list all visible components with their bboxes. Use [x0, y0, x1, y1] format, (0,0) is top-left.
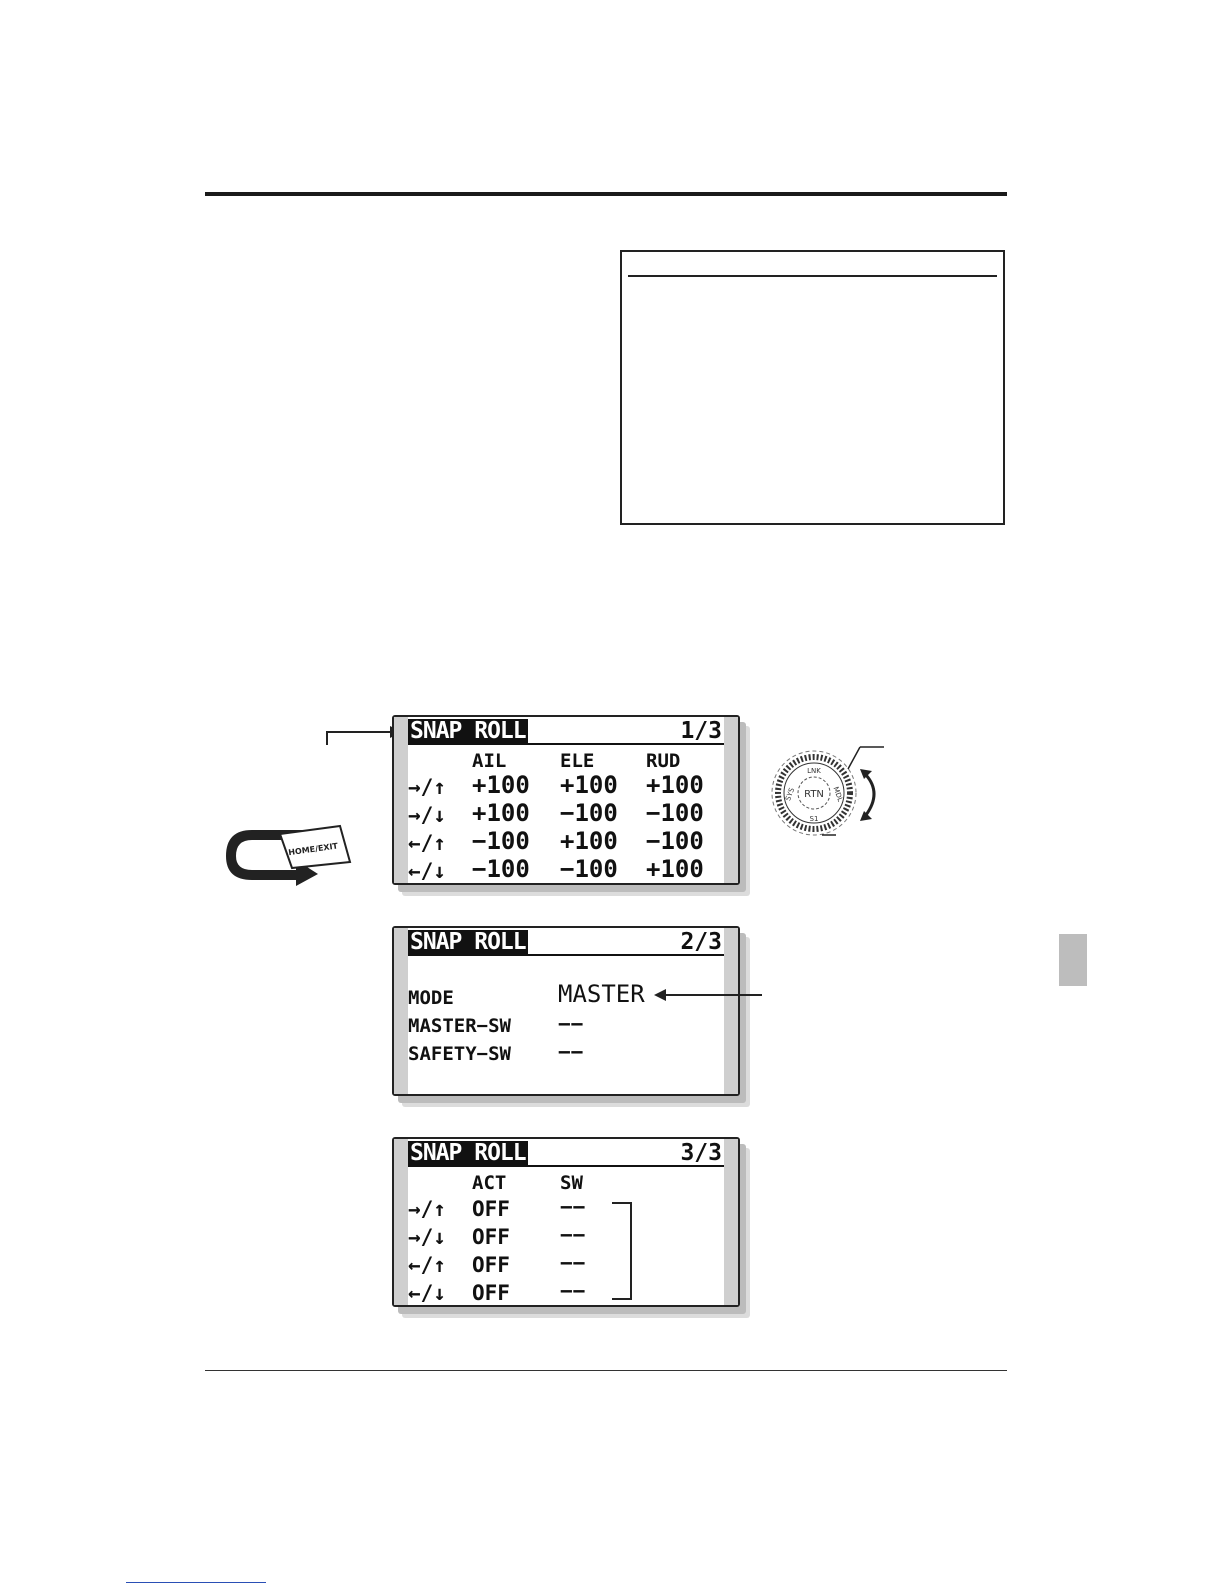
sw-value[interactable]: −−	[560, 1251, 586, 1275]
home-exit-icon[interactable]	[222, 822, 354, 890]
home-exit-label: HOME/EXIT	[287, 841, 339, 858]
sw-value[interactable]: −−	[560, 1279, 586, 1303]
row-direction: ←/↑	[408, 1253, 446, 1277]
dial-top-label: LNK	[807, 767, 821, 775]
page-indicator[interactable]: 1/3	[680, 718, 722, 744]
rate-value[interactable]: −100	[646, 799, 704, 827]
callout-line	[664, 994, 762, 996]
footer-link-underline	[126, 1582, 266, 1583]
row-direction: ←/↑	[408, 831, 446, 855]
col-header-act: ACT	[472, 1172, 507, 1194]
col-header-rud: RUD	[646, 750, 681, 772]
page-indicator[interactable]: 2/3	[680, 929, 722, 955]
master-sw-value[interactable]: −−	[558, 1012, 584, 1036]
col-header-ele: ELE	[560, 750, 595, 772]
col-header-sw: SW	[560, 1172, 583, 1194]
info-box	[620, 250, 1005, 525]
rate-value[interactable]: −100	[646, 827, 704, 855]
row-direction: →/↑	[408, 775, 446, 799]
dial-icon[interactable]	[766, 745, 902, 845]
bottom-rule	[205, 1370, 1007, 1371]
safety-sw-label: SAFETY−SW	[408, 1043, 511, 1065]
rate-value[interactable]: +100	[560, 771, 618, 799]
screen-title: SNAP ROLL	[410, 1140, 526, 1166]
act-value[interactable]: OFF	[472, 1281, 510, 1305]
rate-value[interactable]: +100	[472, 799, 530, 827]
screen-title: SNAP ROLL	[410, 929, 526, 955]
act-value[interactable]: OFF	[472, 1253, 510, 1277]
callout-line	[326, 731, 392, 733]
mode-label: MODE	[408, 987, 454, 1009]
bracket	[612, 1202, 632, 1300]
page-indicator[interactable]: 3/3	[680, 1140, 722, 1166]
rate-value[interactable]: +100	[646, 771, 704, 799]
callout-line	[326, 731, 328, 745]
row-direction: →/↓	[408, 1225, 446, 1249]
row-direction: ←/↓	[408, 1281, 446, 1305]
lcd-screen-1	[392, 715, 740, 885]
rate-value[interactable]: +100	[560, 827, 618, 855]
section-tab	[1059, 934, 1087, 986]
dial-left-label: SYS	[784, 786, 797, 802]
master-sw-label: MASTER−SW	[408, 1015, 511, 1037]
dial-bottom-label: S1	[809, 815, 819, 823]
dial-center-label: RTN	[804, 789, 824, 800]
act-value[interactable]: OFF	[472, 1197, 510, 1221]
top-rule	[205, 192, 1007, 196]
rate-value[interactable]: −100	[472, 855, 530, 883]
screen-title: SNAP ROLL	[410, 718, 526, 744]
rate-value[interactable]: −100	[560, 855, 618, 883]
rate-value[interactable]: −100	[560, 799, 618, 827]
info-box-rule	[628, 275, 997, 277]
rate-value[interactable]: −100	[472, 827, 530, 855]
col-header-ail: AIL	[472, 750, 507, 772]
dial-right-label: MDL	[831, 785, 845, 803]
mode-value[interactable]: MASTER	[558, 980, 645, 1008]
act-value[interactable]: OFF	[472, 1225, 510, 1249]
row-direction: ←/↓	[408, 859, 446, 883]
lcd-screen-3	[392, 1137, 740, 1307]
sw-value[interactable]: −−	[560, 1223, 586, 1247]
rate-value[interactable]: +100	[646, 855, 704, 883]
row-direction: →/↑	[408, 1197, 446, 1221]
rate-value[interactable]: +100	[472, 771, 530, 799]
sw-value[interactable]: −−	[560, 1195, 586, 1219]
lcd-screen-2	[392, 926, 740, 1096]
safety-sw-value[interactable]: −−	[558, 1040, 584, 1064]
row-direction: →/↓	[408, 803, 446, 827]
callout-arrow-icon	[652, 988, 668, 1002]
